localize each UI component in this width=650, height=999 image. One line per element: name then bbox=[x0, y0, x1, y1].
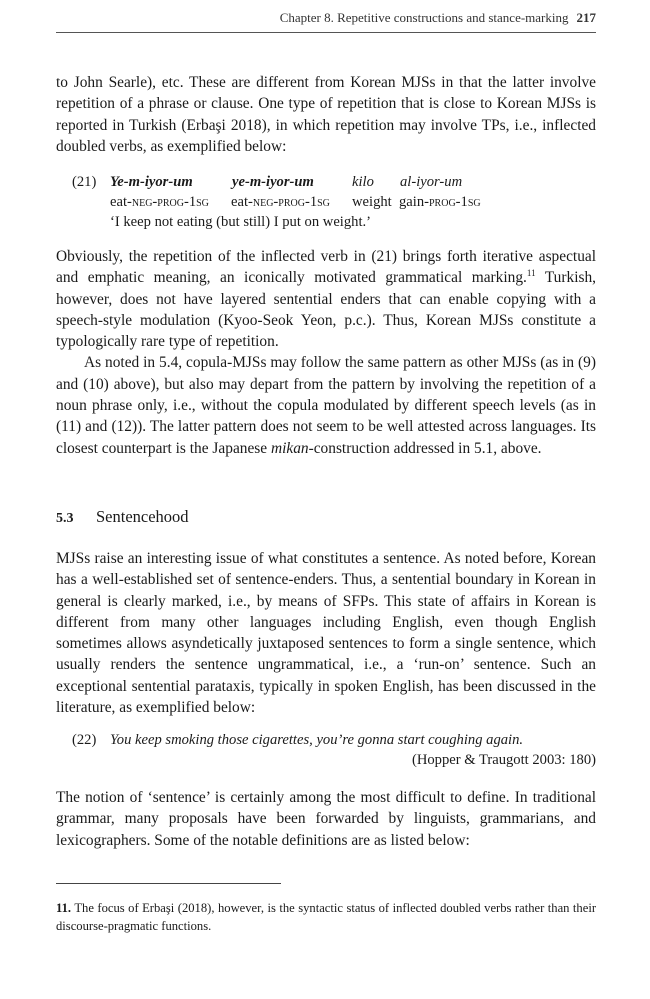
footnote-reference[interactable]: 11 bbox=[526, 268, 536, 279]
section-title: Sentencehood bbox=[96, 507, 189, 526]
footnote-11 bbox=[56, 899, 596, 935]
running-head bbox=[56, 10, 596, 33]
example-21-gloss-2 bbox=[231, 192, 352, 212]
paragraph-4-text: MJSs raise an interesting issue of what constitutes a sentence. As noted before, Korean has a well-established set of sentence-enders. Thus, a sentential boundary in Korean in general is clearly marked, i.e., by means of SFPs. This state of affairs in Korean is different from many other languages including English, even though English sometimes allows asyndetically juxtaposed sentences to form a single sentence, which usually renders the sentence ungrammatical, i.e., a ‘run-on’ sentence. Such an exceptional sentential parataxis, typically in spoken English, has been discussed in the literature, as exemplified below: bbox=[56, 550, 596, 717]
example-21-word-3: kilo bbox=[352, 174, 374, 190]
example-22-line bbox=[72, 730, 596, 750]
paragraph-2-text bbox=[56, 246, 596, 352]
footnote-text: The focus of Erbaşi (2018), however, is the syntactic status of inflected doubled verbs rather than their discourse-pragmatic functions. bbox=[56, 901, 597, 933]
example-21-gloss-line bbox=[72, 192, 596, 212]
chapter-title: Chapter 8. Repetitive constructions and stance-marking bbox=[279, 10, 569, 25]
example-22-number: (22) bbox=[72, 732, 97, 748]
footnote-number: 11. bbox=[56, 901, 72, 915]
gloss-abbreviations: neg-prog-1sg bbox=[131, 194, 209, 210]
gloss-stem: weight bbox=[352, 194, 392, 210]
paragraph-5-text: The notion of ‘sentence’ is certainly among the most difficult to define. In traditional grammar, many proposals have been forwarded by linguists, grammarians, and lexicographers. Some of the notable definitions are as listed below: bbox=[56, 789, 596, 849]
example-21 bbox=[72, 172, 596, 232]
section-heading bbox=[56, 506, 189, 530]
paragraph-3-part-2: -construction addressed in 5.1, above. bbox=[308, 439, 542, 457]
gloss-stem: eat- bbox=[110, 194, 132, 210]
example-22 bbox=[72, 730, 596, 770]
example-21-gloss-3 bbox=[352, 192, 399, 212]
footnote-separator bbox=[56, 883, 281, 884]
example-21-gloss-1 bbox=[110, 192, 231, 212]
paragraph-3-text bbox=[56, 352, 596, 458]
paragraph-1-text: to John Searle), etc. These are different from Korean MJSs in that the latter involve repetition of a phrase or clause. One type of repetition that is close to Korean MJSs is reported in Turkish (Erbaşi 2018), in which repetition may involve TPs, i.e., inflected doubled verbs, as exemplified below: bbox=[56, 74, 596, 155]
example-21-word-1: Ye-m-iyor-um bbox=[110, 174, 193, 190]
page-number: 217 bbox=[576, 10, 596, 25]
paragraph-2-part-1: Obviously, the repetition of the inflected verb in (21) brings forth iterative aspectual and emphatic meaning, an iconically motivated grammatical marking. bbox=[56, 248, 596, 287]
gloss-abbreviations: prog-1sg bbox=[429, 194, 481, 210]
gloss-abbreviations: neg-prog-1sg bbox=[252, 194, 330, 210]
paragraph-4 bbox=[56, 548, 596, 718]
example-21-number: (21) bbox=[72, 174, 97, 190]
example-21-word-4: al-iyor-um bbox=[400, 174, 463, 190]
example-21-gloss-4 bbox=[399, 192, 519, 212]
gloss-stem: eat- bbox=[231, 194, 253, 210]
example-21-words-line bbox=[72, 172, 596, 192]
paragraph-2 bbox=[56, 246, 596, 459]
paragraph-1 bbox=[56, 72, 596, 157]
example-21-translation: ‘I keep not eating (but still) I put on weight.’ bbox=[110, 214, 372, 230]
example-21-word-2: ye-m-iyor-um bbox=[232, 174, 314, 190]
example-22-text: You keep smoking those cigarettes, you’re gonna start coughing again. bbox=[110, 732, 524, 748]
gloss-stem: gain- bbox=[399, 194, 429, 210]
paragraph-2-part-2: Turkish, however, does not have layered sentential enders that can enable copying with a speech-style modulation (Kyoo-Seok Yeon, p.c.). Thus, Korean MJSs constitute a typologically rare type of repetition. bbox=[56, 269, 596, 351]
paragraph-3-part-1: As noted in 5.4, copula-MJSs may follow the same pattern as other MJSs (as in (9) and (10) above), but also may depart from the pattern by involving the repetition of a noun phrase only, i.e., without the copula modulated by different speech levels (as in (11) and (12)). The latter pattern does not seem to be well attested across languages. Its closest counterpart is the Japanese bbox=[56, 354, 596, 457]
example-22-citation: (Hopper & Traugott 2003: 180) bbox=[411, 752, 596, 768]
paragraph-5 bbox=[56, 787, 596, 851]
section-number: 5.3 bbox=[56, 511, 74, 526]
italic-term: mikan bbox=[270, 439, 309, 457]
